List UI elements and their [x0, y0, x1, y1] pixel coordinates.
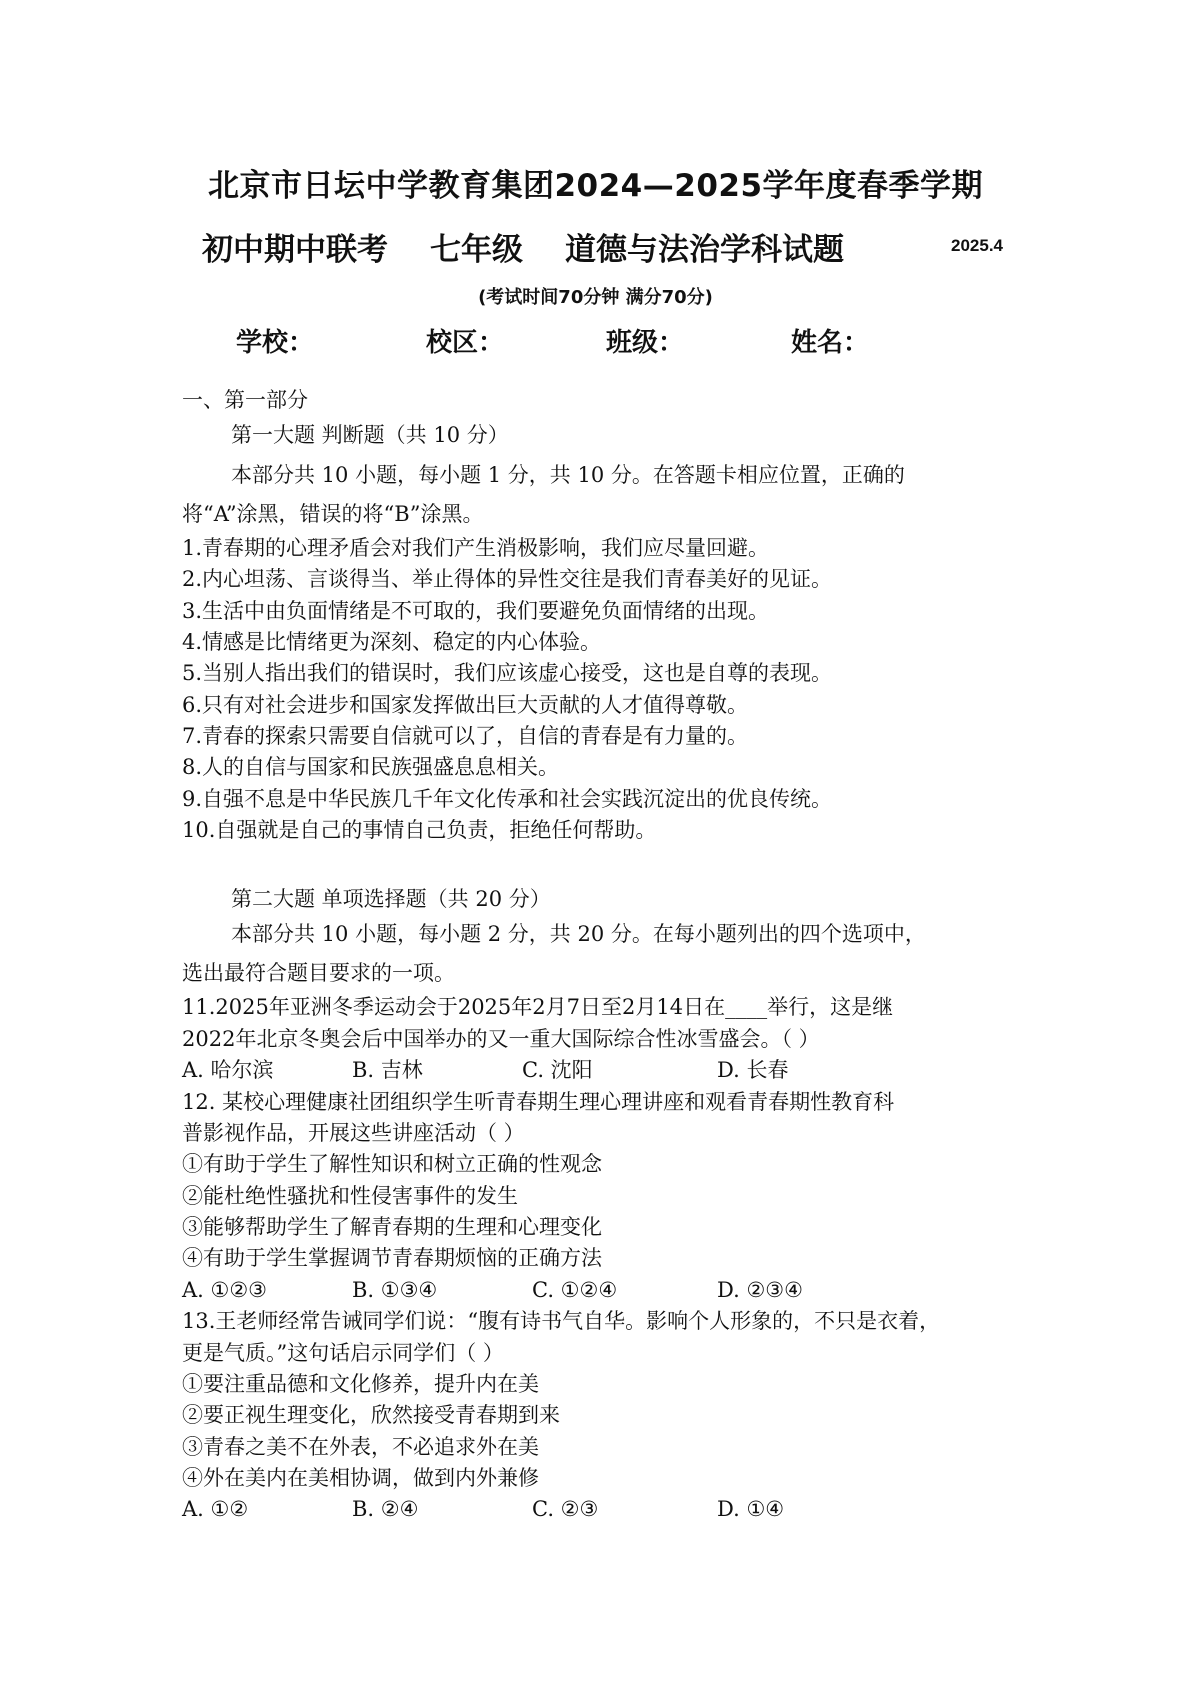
option-c: C. 沈阳 [522, 1058, 593, 1082]
section2-instructions-cont: 选出最符合题目要求的一项。 [182, 961, 455, 985]
part-heading: 一、第一部分 [182, 388, 308, 412]
question-12-statement: ②能杜绝性骚扰和性侵害事件的发生 [182, 1184, 518, 1208]
option-a: A. ①②③ [182, 1278, 267, 1302]
option-a: A. ①② [182, 1497, 249, 1521]
judgement-item: 7.青春的探索只需要自信就可以了，自信的青春是有力量的。 [182, 724, 749, 748]
question-12-statement: ①有助于学生了解性知识和树立正确的性观念 [182, 1152, 602, 1176]
campus-field-label: 校区： [426, 328, 505, 358]
question-13-stem-cont: 更是气质。”这句话启示同学们（ ） [182, 1341, 504, 1365]
subject-name: 道德与法治学科试题 [565, 232, 844, 268]
exam-time-score: (考试时间70分钟 满分70分) [478, 287, 713, 308]
question-12-statement: ③能够帮助学生了解青春期的生理和心理变化 [182, 1215, 602, 1239]
judgement-item: 8.人的自信与国家和民族强盛息息相关。 [182, 755, 560, 779]
question-13-statement: ②要正视生理变化，欣然接受青春期到来 [182, 1403, 560, 1427]
section1-instructions: 本部分共 10 小题，每小题 1 分，共 10 分。在答题卡相应位置，正确的 [231, 463, 905, 487]
option-d: D. ②③④ [717, 1278, 803, 1302]
judgement-item: 3.生活中由负面情绪是不可取的，我们要避免负面情绪的出现。 [182, 599, 770, 623]
question-13-statement: ④外在美内在美相协调，做到内外兼修 [182, 1466, 539, 1490]
question-11-options [182, 1060, 788, 1081]
grade-level: 七年级 [430, 232, 523, 268]
option-a: A. 哈尔滨 [182, 1058, 274, 1082]
name-field-label: 姓名： [791, 328, 870, 358]
school-field-label: 学校： [236, 328, 315, 358]
question-12-options [182, 1280, 803, 1301]
judgement-item: 1.青春期的心理矛盾会对我们产生消极影响，我们应尽量回避。 [182, 536, 770, 560]
option-d: D. ①④ [717, 1497, 785, 1521]
exam-title-line2 [202, 224, 902, 269]
option-c: C. ②③ [532, 1497, 599, 1521]
question-13-statement: ③青春之美不在外表，不必追求外在美 [182, 1435, 539, 1459]
option-b: B. ②④ [352, 1497, 419, 1521]
question-12-stem: 12. 某校心理健康社团组织学生听青春期生理心理讲座和观看青春期性教育科 [182, 1090, 895, 1114]
question-11-stem-cont: 2022年北京冬奥会后中国举办的又一重大国际综合性冰雪盛会。（ ） [182, 1027, 820, 1051]
question-13-stem: 13.王老师经常告诫同学们说：“腹有诗书气自华。影响个人形象的，不只是衣着， [182, 1309, 941, 1333]
option-b: B. 吉林 [352, 1058, 423, 1082]
judgement-item: 6.只有对社会进步和国家发挥做出巨大贡献的人才值得尊敬。 [182, 693, 749, 717]
option-c: C. ①②④ [532, 1278, 618, 1302]
question-13-options [182, 1499, 784, 1520]
student-info-fields [236, 322, 936, 359]
question-11-stem: 11.2025年亚洲冬季运动会于2025年2月7日至2月14日在____举行，这是继 [182, 995, 894, 1019]
judgement-item: 4.情感是比情绪更为深刻、稳定的内心体验。 [182, 630, 602, 654]
question-12-statement: ④有助于学生掌握调节青春期烦恼的正确方法 [182, 1246, 602, 1270]
exam-title-line1: 北京市日坛中学教育集团2024—2025学年度春季学期 [207, 168, 984, 204]
judgement-item: 5.当别人指出我们的错误时，我们应该虚心接受，这也是自尊的表现。 [182, 661, 833, 685]
question-12-stem-cont: 普影视作品，开展这些讲座活动（ ） [182, 1121, 525, 1145]
class-field-label: 班级： [606, 328, 685, 358]
question-13-statement: ①要注重品德和文化修养，提升内在美 [182, 1372, 539, 1396]
option-d: D. 长春 [717, 1058, 789, 1082]
judgement-item: 9.自强不息是中华民族几千年文化传承和社会实践沉淀出的优良传统。 [182, 787, 833, 811]
judgement-item: 10.自强就是自己的事情自己负责，拒绝任何帮助。 [182, 818, 657, 842]
section1-instructions-cont: 将“A”涂黑，错误的将“B”涂黑。 [182, 502, 484, 526]
exam-date: 2025.4 [951, 236, 1003, 255]
section2-instructions: 本部分共 10 小题，每小题 2 分，共 20 分。在每小题列出的四个选项中， [231, 922, 926, 946]
section2-title: 第二大题 单项选择题（共 20 分） [231, 887, 551, 911]
exam-type: 初中期中联考 [202, 232, 388, 268]
judgement-item: 2.内心坦荡、言谈得当、举止得体的异性交往是我们青春美好的见证。 [182, 567, 833, 591]
section1-title: 第一大题 判断题（共 10 分） [231, 423, 509, 447]
option-b: B. ①③④ [352, 1278, 438, 1302]
